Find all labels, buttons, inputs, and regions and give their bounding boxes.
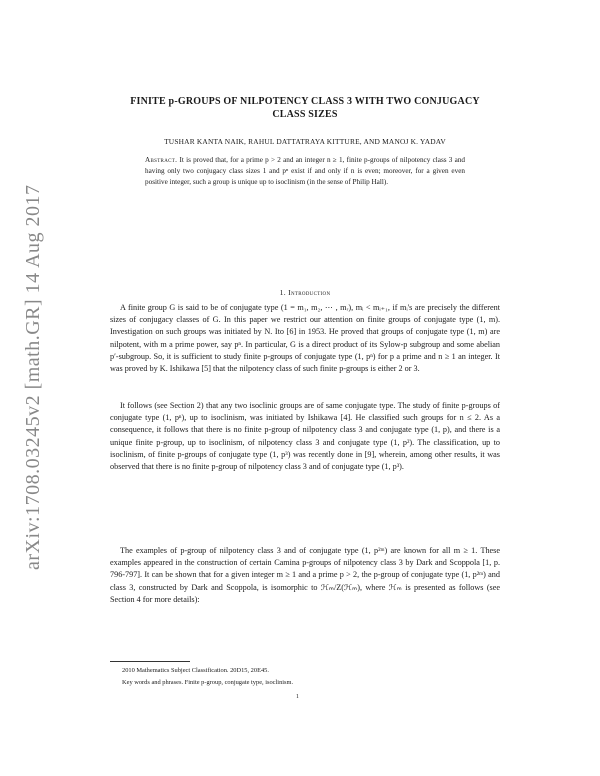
paper-title bbox=[110, 95, 500, 121]
footnote-rule bbox=[110, 661, 190, 662]
authors: TUSHAR KANTA NAIK, RAHUL DATTATRAYA KITTURE, AND MANOJ K. YADAV bbox=[164, 137, 446, 146]
abstract-label: Abstract. bbox=[145, 156, 178, 164]
title-line-2: CLASS SIZES bbox=[272, 109, 338, 120]
title-line-1: FINITE p-GROUPS OF NILPOTENCY CLASS 3 WITH TWO CONJUGACY bbox=[130, 96, 480, 107]
paragraph-3 bbox=[110, 545, 500, 606]
section-heading: 1. Introduction bbox=[279, 288, 331, 297]
arxiv-identifier: arXiv:1708.03245v2 [math.GR] 14 Aug 2017 bbox=[22, 184, 44, 570]
arxiv-sidebar bbox=[0, 0, 44, 776]
paragraph-1 bbox=[110, 302, 500, 375]
footnote-keywords: Key words and phrases. Finite p-group, conjugate type, isoclinism. bbox=[122, 679, 294, 686]
paragraph-text: It follows (see Section 2) that any two isoclinic groups are of same conjugate type. The study of finite p-groups of conjugate type (1, pⁿ), up to isoclinism, was initiated by Ishikawa [4]. He classified such groups for n ≤ 2. As a consequence, it follows that there is no finite p-group of nilpotency class 3 and conjugate type (1, p), and there is a unique finite p-group, up to isoclinism, of nilpotency class 3 and conjugate type (1, p²). The classification, up to isoclinism, of finite p-groups of conjugate type (1, p³) was recently done in [9], wherein, among other results, it was observed that there is no finite p-group of nilpotency class 3 and of conjugate type (1, p³). bbox=[110, 401, 500, 472]
paragraph-text: The examples of p-group of nilpotency class 3 and of conjugate type (1, p²ᵐ) are known for all m ≥ 1. These examples appeared in the construction of certain Camina p-groups of nilpotency class 3 by Dark and Scoppola [1, p. 796-797]. It can be shown that for a given integer m ≥ 1 and a prime p > 2, the p-group of conjugate type (1, p²ᵐ) and class 3, constructed by Dark and Scoppola, is isomorphic to ℋₘ/Z(ℋₘ), where ℋₘ is presented as follows (see Section 4 for more details): bbox=[110, 546, 500, 604]
paragraph-2 bbox=[110, 400, 500, 473]
paragraph-text: A finite group G is said to be of conjugate type (1 = m₁, m₂, ⋯ , mᵣ), mᵢ < mᵢ₊₁, if mᵢ's are precisely the different sizes of conjugacy classes of G. In this paper we restrict our attention on finite groups of conjugate type (1, m). Investigation on such groups was initiated by N. Ito [6] in 1953. He proved that groups of conjugate type (1, m) are nilpotent, with m a prime power, say pⁿ. In particular, G is a direct product of its Sylow-p subgroup and some abelian p′-subgroup. So, it is sufficient to study finite p-groups of conjugate type (1, pⁿ) for p a prime and n ≥ 1 an integer. It was proved by K. Ishikawa [5] that the nilpotency class of such finite p-groups is either 2 or 3. bbox=[110, 303, 500, 374]
page-number: 1 bbox=[296, 694, 299, 700]
footnote-msc: 2010 Mathematics Subject Classification. 20D15, 20E45. bbox=[122, 667, 269, 674]
abstract-text: It is proved that, for a prime p > 2 and an integer n ≥ 1, finite p-groups of nilpotency class 3 and having only two conjugacy class sizes 1 and pⁿ exist if and only if n is even; moreover, for a given even positive integer, such a group is unique up to isoclinism (in the sense of Philip Hall). bbox=[145, 156, 466, 187]
abstract bbox=[145, 155, 465, 189]
